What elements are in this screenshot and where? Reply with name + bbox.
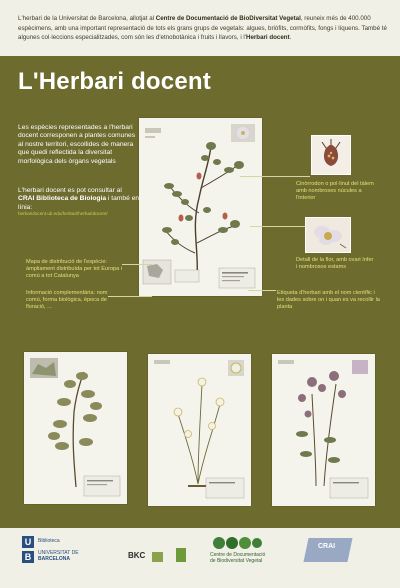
annotation-info: Informació complementària: nom comú, forma biològica, època de floració, ... bbox=[26, 290, 108, 311]
herbari-link[interactable]: herbaridocent.ub.edu/herbari/herbaridocent/ bbox=[18, 211, 108, 216]
flower-icon bbox=[306, 218, 350, 252]
cdbv-name-line-2: de Biodiversitat Vegetal bbox=[210, 558, 263, 564]
annotation-label: Etiqueta d'herbari amb el nom científic i les dades sobre on i quan es va recollir la planta bbox=[277, 290, 380, 311]
cdbv-name-line-1: Centre de Documentació bbox=[210, 552, 266, 558]
consult-text-1: L'herbari docent es pot consultar al bbox=[18, 187, 122, 194]
specimen-drawing-1 bbox=[24, 352, 127, 504]
hip-fruit-photo bbox=[311, 135, 351, 175]
intro-part-1: L'herbari de la Universitat de Barcelona, allotjat al bbox=[18, 15, 156, 22]
leader-line-cinorrodon bbox=[240, 176, 310, 177]
bkc-badge-icon bbox=[152, 552, 163, 562]
annotation-map: Mapa de distribució de l'espècie: àmpliament distribuïda per tot Europa i comú a tot Catalunya bbox=[26, 259, 123, 280]
main-herbarium-sheet bbox=[139, 118, 262, 296]
bkc-badge-icon-2 bbox=[176, 548, 186, 562]
ub-name-line-1: UNIVERSITAT DE bbox=[38, 550, 79, 556]
logos-band bbox=[0, 528, 400, 588]
ub-name-line-2: BARCELONA bbox=[38, 556, 70, 562]
crai-library-name: CRAI Biblioteca de Biologia bbox=[18, 195, 107, 203]
main-specimen-drawing bbox=[139, 118, 262, 296]
crai-logo-text: CRAI bbox=[318, 543, 336, 550]
specimen-drawing-2 bbox=[148, 354, 251, 506]
description-paragraph: Les espècies representades a l'herbari docent corresponen a plantes comunes al nostre territori, escollides de manera que quedi reflectida la diversitat morfològica dels òrgans vegetals bbox=[18, 124, 136, 165]
herbarium-sheet-1 bbox=[24, 352, 127, 504]
consult-text-2: i també en línia: bbox=[18, 195, 140, 211]
leader-line-map bbox=[122, 264, 152, 265]
leader-line-label bbox=[248, 290, 276, 291]
annotation-cinorrodon: Cinòrrodon o pol·linut del tàlem amb nombroses núcules a l'interior bbox=[296, 181, 374, 202]
leader-line-flower bbox=[250, 226, 305, 227]
consult-paragraph bbox=[18, 187, 140, 212]
annotation-flower-detail: Detall de la flor, amb ovari ínfer i nombrosos estams bbox=[296, 257, 374, 271]
rose-hip-icon bbox=[312, 136, 350, 174]
intro-bold-herbari: Herbari docent bbox=[245, 34, 290, 42]
herbarium-sheet-3 bbox=[272, 354, 375, 506]
flower-detail-photo bbox=[305, 217, 351, 253]
intro-bold-centre: Centre de Documentació de BioDiversitat Vegetal bbox=[155, 15, 301, 22]
ub-logo-icon: U B bbox=[22, 536, 34, 564]
intro-part-3: . bbox=[289, 34, 292, 42]
cdbv-logo-icon bbox=[212, 536, 262, 550]
intro-text bbox=[18, 14, 388, 43]
poster-title: L'Herbari docent bbox=[18, 68, 211, 95]
bkc-logo: BKC bbox=[128, 551, 146, 560]
leader-line-info bbox=[108, 296, 152, 297]
intro-part-2: , reuneix més de 400.000 espècimens, amb una important representació de tots els grans grups de vegetals: algues, briòfits, cormòfits, fongs i líquens. També té algunes col·leccions especialitzades, com són les d'etnobotànica i fruits i llavors, i l' bbox=[18, 15, 387, 42]
specimen-drawing-3 bbox=[272, 354, 375, 506]
ub-biblioteca-label: Biblioteca bbox=[38, 538, 60, 544]
herbarium-sheet-2 bbox=[148, 354, 251, 506]
